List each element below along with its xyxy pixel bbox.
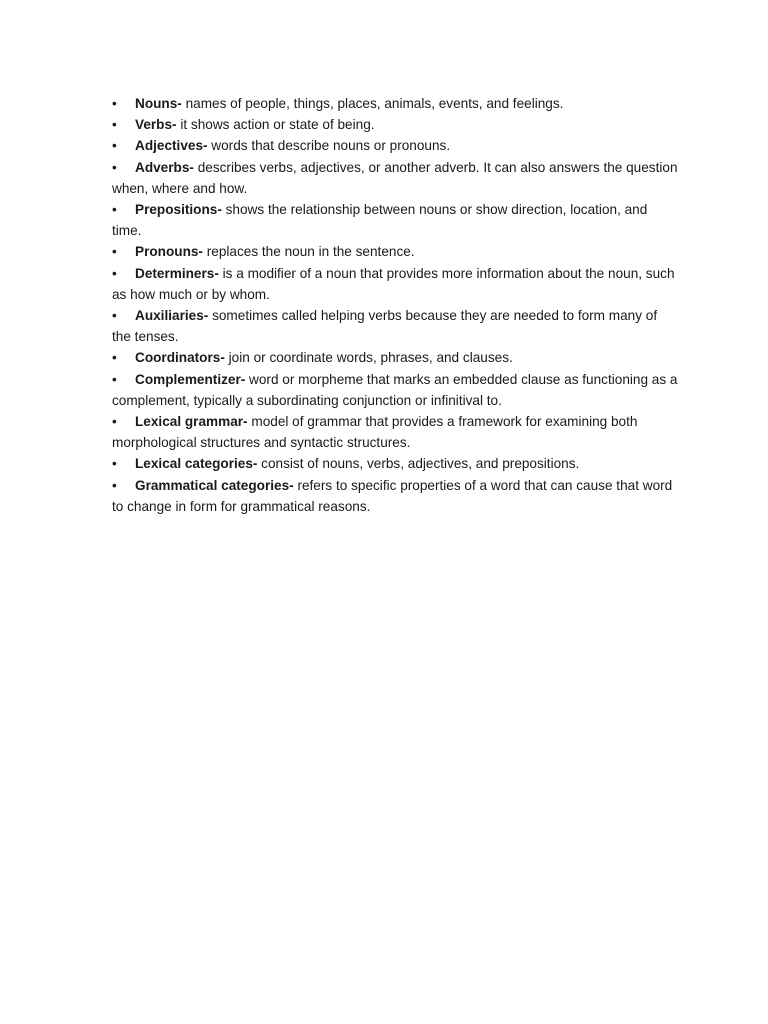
definition: words that describe nouns or pronouns.: [207, 138, 451, 154]
term: Determiners-: [135, 265, 219, 281]
definition: consist of nouns, verbs, adjectives, and prepositions.: [257, 456, 580, 472]
list-item: [112, 93, 678, 114]
list-item: [112, 263, 678, 305]
definition: is a modifier of a noun that provides more information about the noun, such as how much or by whom.: [112, 265, 675, 302]
list-item: [112, 411, 678, 453]
term: Nouns-: [135, 96, 182, 111]
list-item: [112, 453, 678, 474]
bullet-icon: •: [112, 477, 117, 493]
term: Complementizer-: [135, 371, 246, 387]
bullet-icon: •: [112, 138, 117, 154]
list-item: [112, 135, 678, 156]
term: Lexical categories-: [135, 456, 258, 472]
term: Prepositions-: [135, 202, 222, 218]
list-item: [112, 199, 678, 241]
definition: replaces the noun in the sentence.: [202, 244, 415, 260]
list-item: [112, 369, 678, 411]
bullet-icon: •: [112, 159, 117, 175]
bullet-icon: •: [112, 371, 117, 387]
document-page: [112, 93, 678, 517]
term: Coordinators-: [135, 350, 225, 366]
bullet-icon: •: [112, 96, 117, 111]
bullet-icon: •: [112, 117, 117, 133]
bullet-icon: •: [112, 414, 117, 430]
definition: refers to specific properties of a word that can cause that word to change in form for grammatical reasons.: [112, 477, 673, 514]
definition: shows the relationship between nouns or show direction, location, and time.: [112, 202, 648, 239]
list-item: [112, 241, 678, 262]
definition: names of people, things, places, animals, events, and feelings.: [181, 96, 564, 111]
list-item: [112, 347, 678, 368]
bullet-icon: •: [112, 265, 117, 281]
definition: sometimes called helping verbs because they are needed to form many of the tenses.: [112, 308, 658, 345]
list-item: [112, 305, 678, 347]
term: Pronouns-: [135, 244, 203, 260]
term: Lexical grammar-: [135, 414, 248, 430]
definition: model of grammar that provides a framework for examining both morphological structures and syntactic structures.: [112, 414, 638, 451]
bullet-icon: •: [112, 244, 117, 260]
definition: describes verbs, adjectives, or another adverb. It can also answers the question when, where and how.: [112, 159, 678, 196]
definition: word or morpheme that marks an embedded clause as functioning as a complement, typically a subordinating conjunction or infinitival to.: [112, 371, 678, 408]
bullet-icon: •: [112, 308, 117, 324]
bullet-icon: •: [112, 456, 117, 472]
definition: join or coordinate words, phrases, and clauses.: [224, 350, 513, 366]
bullet-icon: •: [112, 202, 117, 218]
term: Verbs-: [135, 117, 177, 133]
term: Auxiliaries-: [135, 308, 209, 324]
list-item: [112, 157, 678, 199]
definition: it shows action or state of being.: [176, 117, 375, 133]
term: Adjectives-: [135, 138, 208, 154]
term: Adverbs-: [135, 159, 194, 175]
list-item: [112, 114, 678, 135]
term: Grammatical categories-: [135, 477, 294, 493]
list-item: [112, 475, 678, 517]
bullet-icon: •: [112, 350, 117, 366]
